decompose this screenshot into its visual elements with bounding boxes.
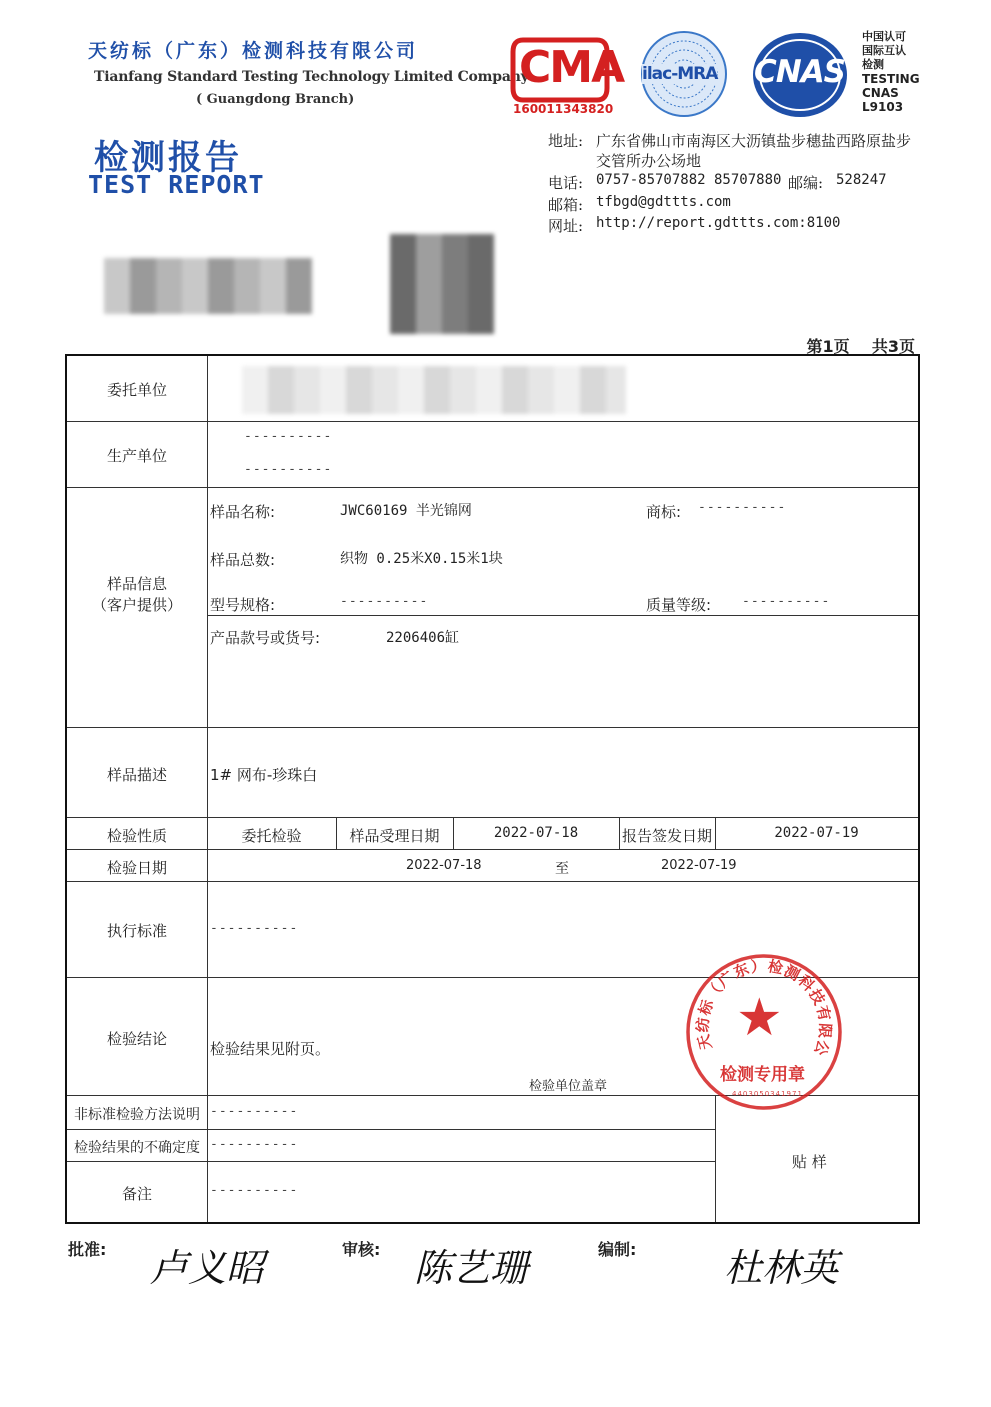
ilac-text: ilac-MRA <box>642 64 718 84</box>
sample-total-value: 织物 0.25米X0.15米1块 <box>340 551 503 567</box>
review-label: 审核: <box>342 1240 381 1259</box>
sample-info-sub: （客户提供） <box>91 596 182 614</box>
test-date-label: 检验日期 <box>106 859 167 877</box>
report-title-cn: 检测报告 <box>94 138 242 178</box>
label-column-divider <box>207 356 208 1222</box>
row-divider <box>67 727 918 728</box>
cnas-line2: 国际互认 <box>862 44 906 57</box>
ilac-mra-logo <box>640 26 728 124</box>
email-value: tfbgd@gdttts.com <box>596 194 731 210</box>
model-value: ---------- <box>340 594 429 609</box>
client-label: 委托单位 <box>106 381 167 399</box>
approve-label: 批准: <box>68 1240 107 1259</box>
company-name-en: Tianfang Standard Testing Technology Limited Company <box>94 69 529 85</box>
cma-logo <box>505 30 624 120</box>
phone-value: 0757-85707882 85707880 <box>596 172 782 188</box>
row-divider <box>67 487 918 488</box>
nonstd-label: 非标准检验方法说明 <box>74 1107 200 1123</box>
phone-label: 电话: <box>548 174 584 192</box>
sample-name-value: JWC60169 半光锦网 <box>340 503 472 519</box>
remark-label: 备注 <box>121 1185 152 1203</box>
remark-value: ---------- <box>210 1183 299 1198</box>
test-date-from: 2022-07-18 <box>406 858 482 873</box>
redacted-block <box>390 234 494 334</box>
address-line1: 广东省佛山市南海区大沥镇盐步穗盐西路原盐步 <box>596 132 912 150</box>
address-label: 地址: <box>548 132 584 150</box>
standard-label: 执行标准 <box>106 922 167 940</box>
compile-label: 编制: <box>598 1240 637 1259</box>
row-divider <box>67 421 918 422</box>
received-date: 2022-07-18 <box>493 825 579 841</box>
model-label: 型号规格: <box>210 596 276 614</box>
grade-label: 质量等级: <box>646 596 712 614</box>
email-label: 邮箱: <box>548 196 584 214</box>
redacted-block <box>104 258 312 314</box>
page-total: 共3页 <box>871 337 915 356</box>
cnas-line5: CNAS L9103 <box>862 86 904 114</box>
sample-name-label: 样品名称: <box>210 503 276 521</box>
company-branch: ( Guangdong Branch) <box>196 92 355 107</box>
row-divider <box>207 615 918 616</box>
product-no-value: 2206406缸 <box>386 630 460 646</box>
nature-value: 委托检验 <box>241 827 302 845</box>
sample-paste-label: 贴 样 <box>792 1153 827 1171</box>
star-icon: ★ <box>736 988 783 1048</box>
stamp-caption: 检验单位盖章 <box>529 1079 608 1094</box>
cnas-line4: TESTING <box>862 72 920 86</box>
cnas-logo <box>750 30 940 122</box>
address-line2: 交管所办公场地 <box>596 152 702 170</box>
trademark-value: ---------- <box>698 500 787 515</box>
review-signature: 陈艺珊 <box>414 1246 529 1290</box>
desc-value: 1# 网布-珍珠白 <box>210 766 318 784</box>
stamp-number: 4403050341971 <box>732 1090 803 1098</box>
zip-label: 邮编: <box>788 174 824 192</box>
cnas-caption <box>862 30 940 114</box>
grade-value: ---------- <box>742 594 831 609</box>
page-current: 第1页 <box>806 337 850 356</box>
stamp-center-text: 检测专用章 <box>720 1065 805 1085</box>
nonstd-value: ---------- <box>210 1104 299 1119</box>
web-value: http://report.gdttts.com:8100 <box>596 215 841 231</box>
compile-signature: 杜林英 <box>724 1246 839 1290</box>
stamp-ring-text: 天纺标（广东）检测科技有限公 <box>693 956 835 1059</box>
standard-value: ---------- <box>210 921 299 936</box>
cma-text: CMA <box>519 42 624 93</box>
nature-label: 检验性质 <box>106 827 167 845</box>
row-divider <box>67 817 918 818</box>
trademark-label: 商标: <box>646 503 682 521</box>
row-divider <box>67 849 918 850</box>
company-name-cn: 天纺标（广东）检测科技有限公司 <box>88 40 419 62</box>
sample-total-label: 样品总数: <box>210 551 276 569</box>
row-divider <box>67 1161 715 1162</box>
sample-info-label: 样品信息 <box>106 575 167 593</box>
cnas-text: CNAS <box>754 54 846 90</box>
producer-label: 生产单位 <box>106 447 167 465</box>
cma-number: 160011343820 <box>513 102 614 116</box>
redacted-client <box>242 366 626 414</box>
zip-value: 528247 <box>836 172 887 188</box>
producer-line2: ---------- <box>244 462 333 477</box>
desc-label: 样品描述 <box>106 766 167 784</box>
row-divider <box>67 1129 715 1130</box>
cnas-line3: 检测 <box>862 58 884 71</box>
web-label: 网址: <box>548 217 584 235</box>
issued-date: 2022-07-19 <box>774 825 859 841</box>
test-date-to-word: 至 <box>555 861 569 877</box>
issued-label: 报告签发日期 <box>621 827 712 845</box>
inspection-stamp <box>684 952 844 1112</box>
approve-signature: 卢义昭 <box>150 1246 265 1290</box>
product-no-label: 产品款号或货号: <box>210 629 321 647</box>
report-title-en: TEST REPORT <box>88 170 265 199</box>
producer-line1: ---------- <box>244 429 333 444</box>
row-divider <box>67 881 918 882</box>
cnas-line1: 中国认可 <box>862 30 906 43</box>
uncertainty-label: 检验结果的不确定度 <box>74 1140 200 1156</box>
uncertainty-value: ---------- <box>210 1137 299 1152</box>
test-date-to: 2022-07-19 <box>661 858 737 873</box>
conclusion-label: 检验结论 <box>106 1030 167 1048</box>
received-label: 样品受理日期 <box>349 827 440 845</box>
conclusion-value: 检验结果见附页。 <box>210 1040 331 1058</box>
cell-divider <box>715 1095 716 1222</box>
